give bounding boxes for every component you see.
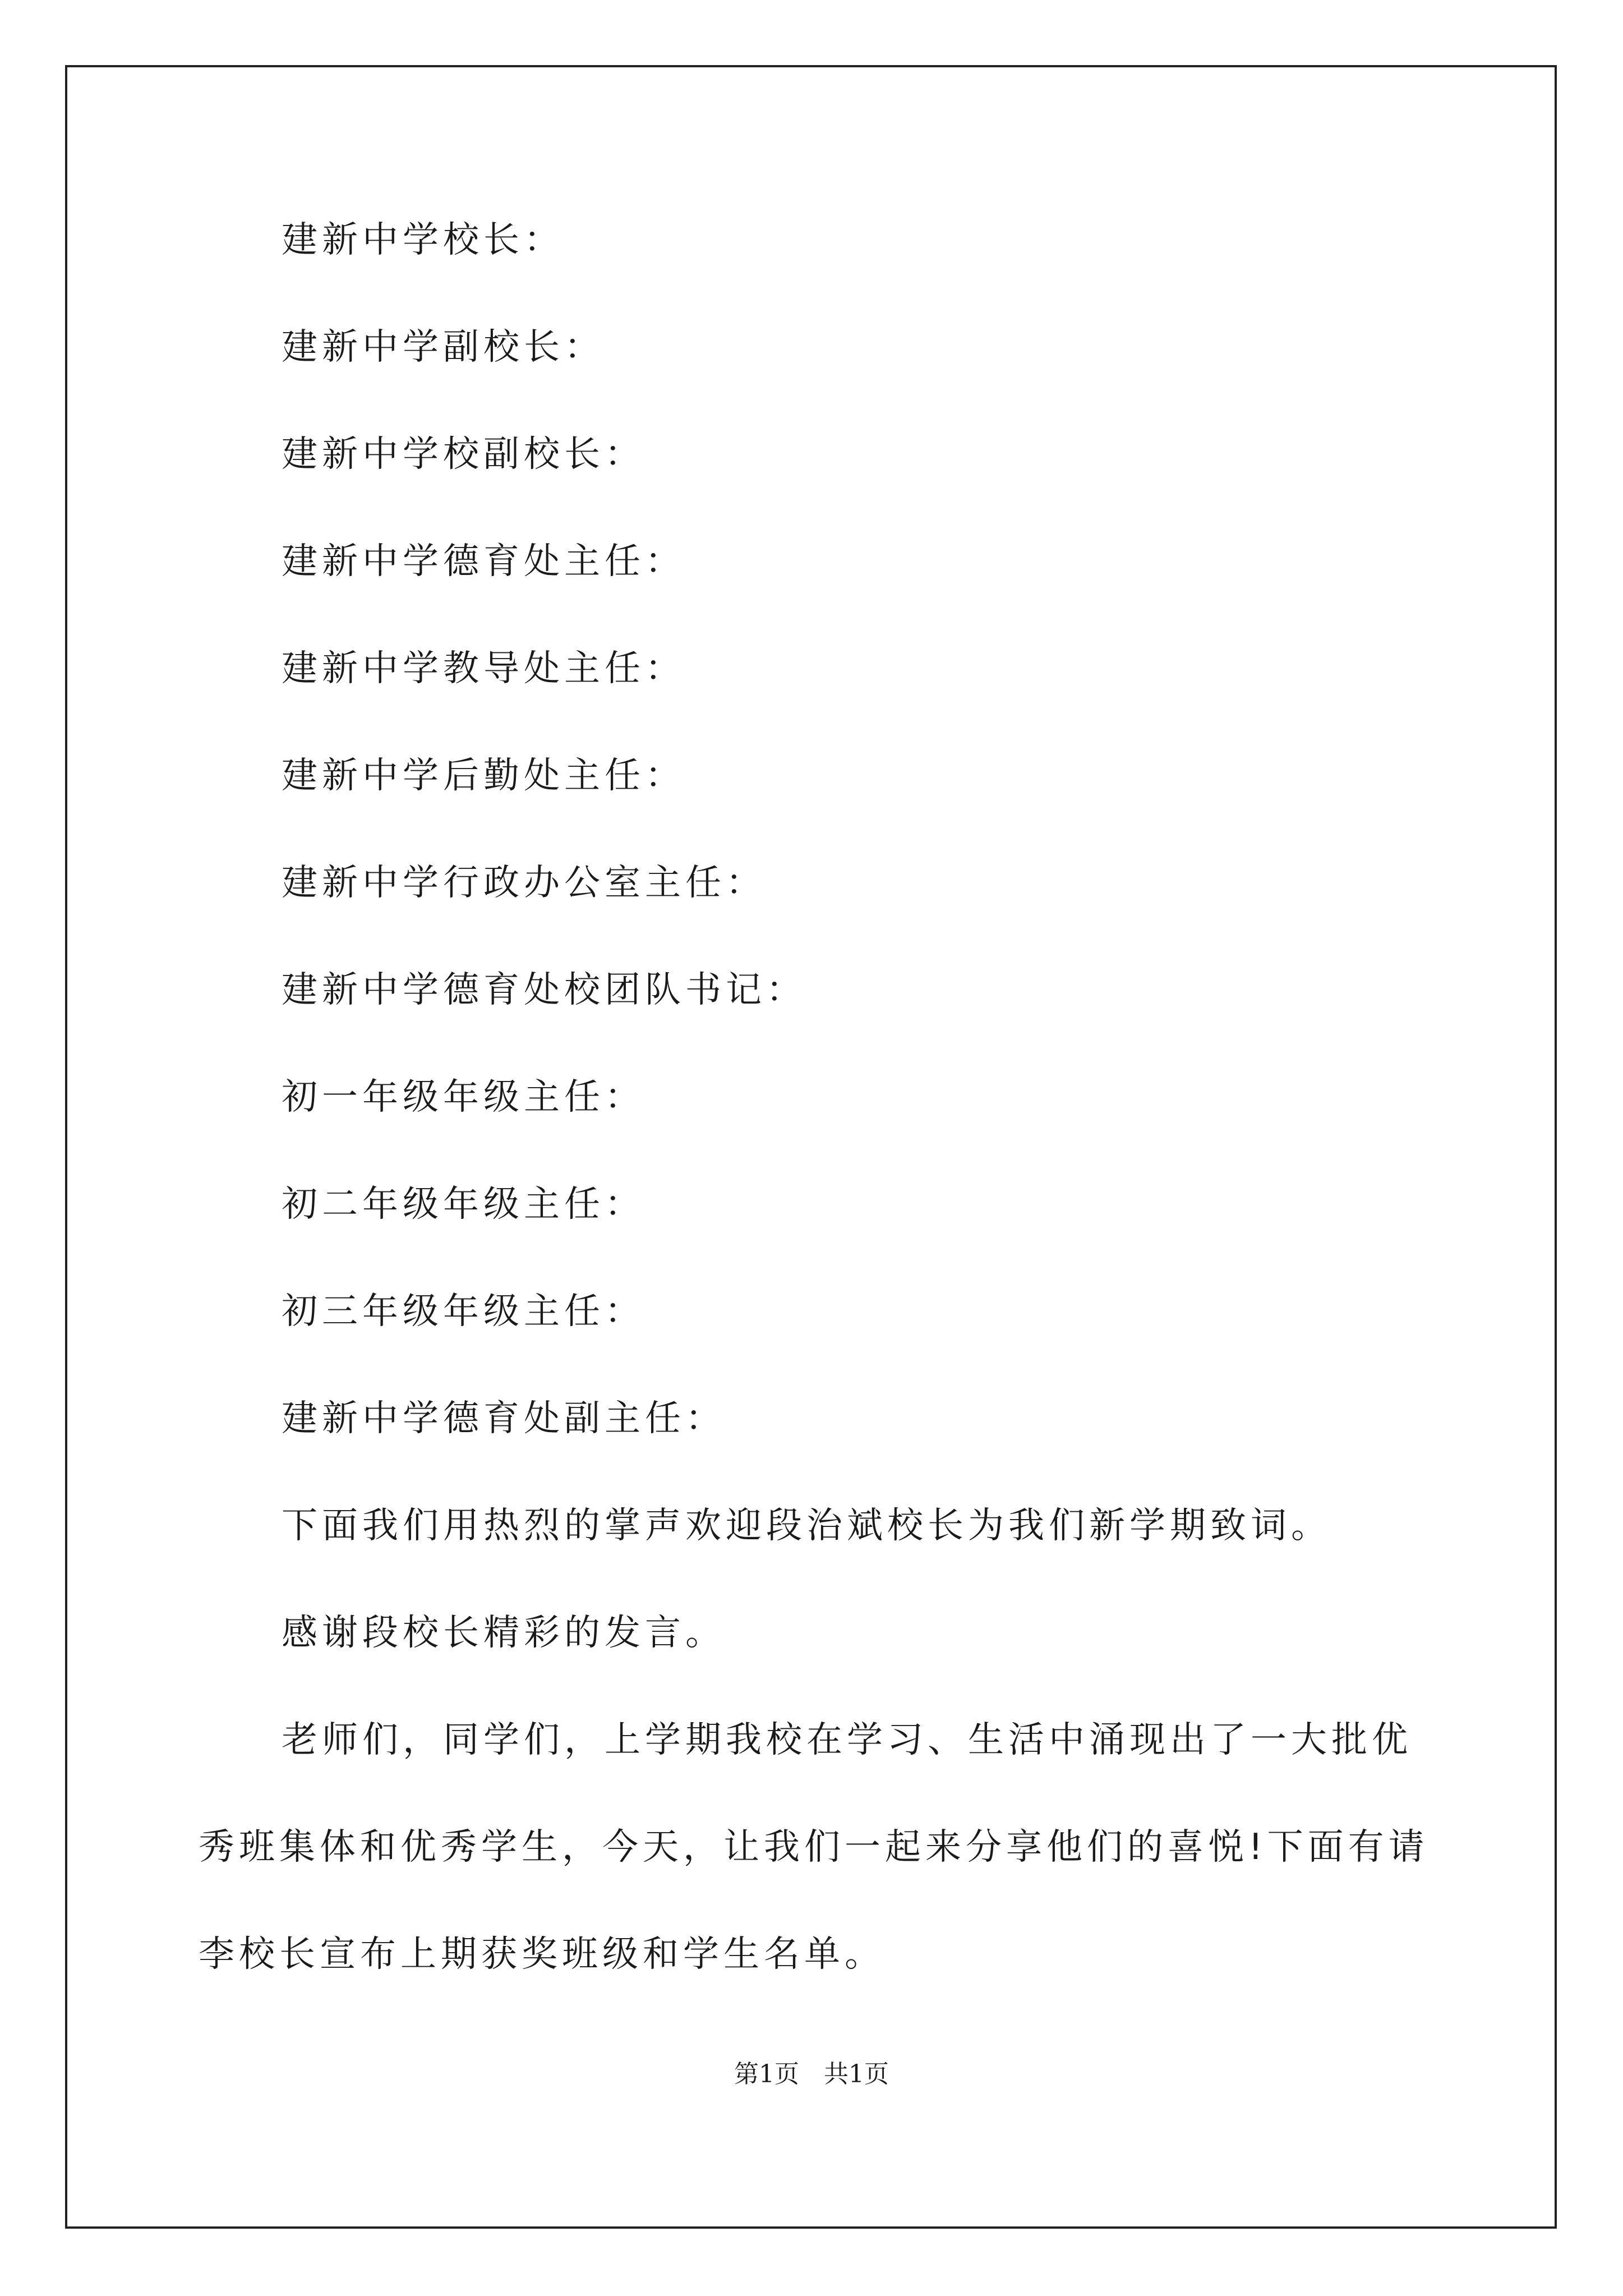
paragraph-line: 秀班集体和优秀学生，今天，让我们一起来分享他们的喜悦!下面有请 xyxy=(199,1826,1429,1868)
page-footer: 第1页 共1页 xyxy=(734,2060,889,2088)
text-line: 初二年级年级主任： xyxy=(282,1184,645,1225)
text-line: 建新中学副校长： xyxy=(282,326,605,368)
text-line: 感谢段校长精彩的发言。 xyxy=(282,1612,726,1654)
text-line: 建新中学德育处校团队书记： xyxy=(282,969,806,1011)
text-line: 建新中学校副校长： xyxy=(282,434,645,475)
text-line: 建新中学行政办公室主任： xyxy=(282,862,766,904)
paragraph-line: 老师们，同学们，上学期我校在学习、生活中涌现出了一大批优 xyxy=(282,1719,1412,1761)
paragraph-line: 李校长宣布上期获奖班级和学生名单。 xyxy=(199,1934,885,1975)
text-line: 建新中学德育处主任： xyxy=(282,541,685,582)
text-line: 初一年级年级主任： xyxy=(282,1076,645,1118)
text-line: 下面我们用热烈的掌声欢迎段治斌校长为我们新学期致词。 xyxy=(282,1505,1331,1547)
body-paragraph xyxy=(199,1713,1444,1981)
text-line: 建新中学德育处副主任： xyxy=(282,1398,726,1439)
text-line: 建新中学校长： xyxy=(282,219,564,261)
text-line: 初三年级年级主任： xyxy=(282,1291,645,1332)
text-line: 建新中学后勤处主任： xyxy=(282,755,685,797)
text-line: 建新中学教导处主任： xyxy=(282,648,685,689)
document-body xyxy=(199,213,1444,2035)
